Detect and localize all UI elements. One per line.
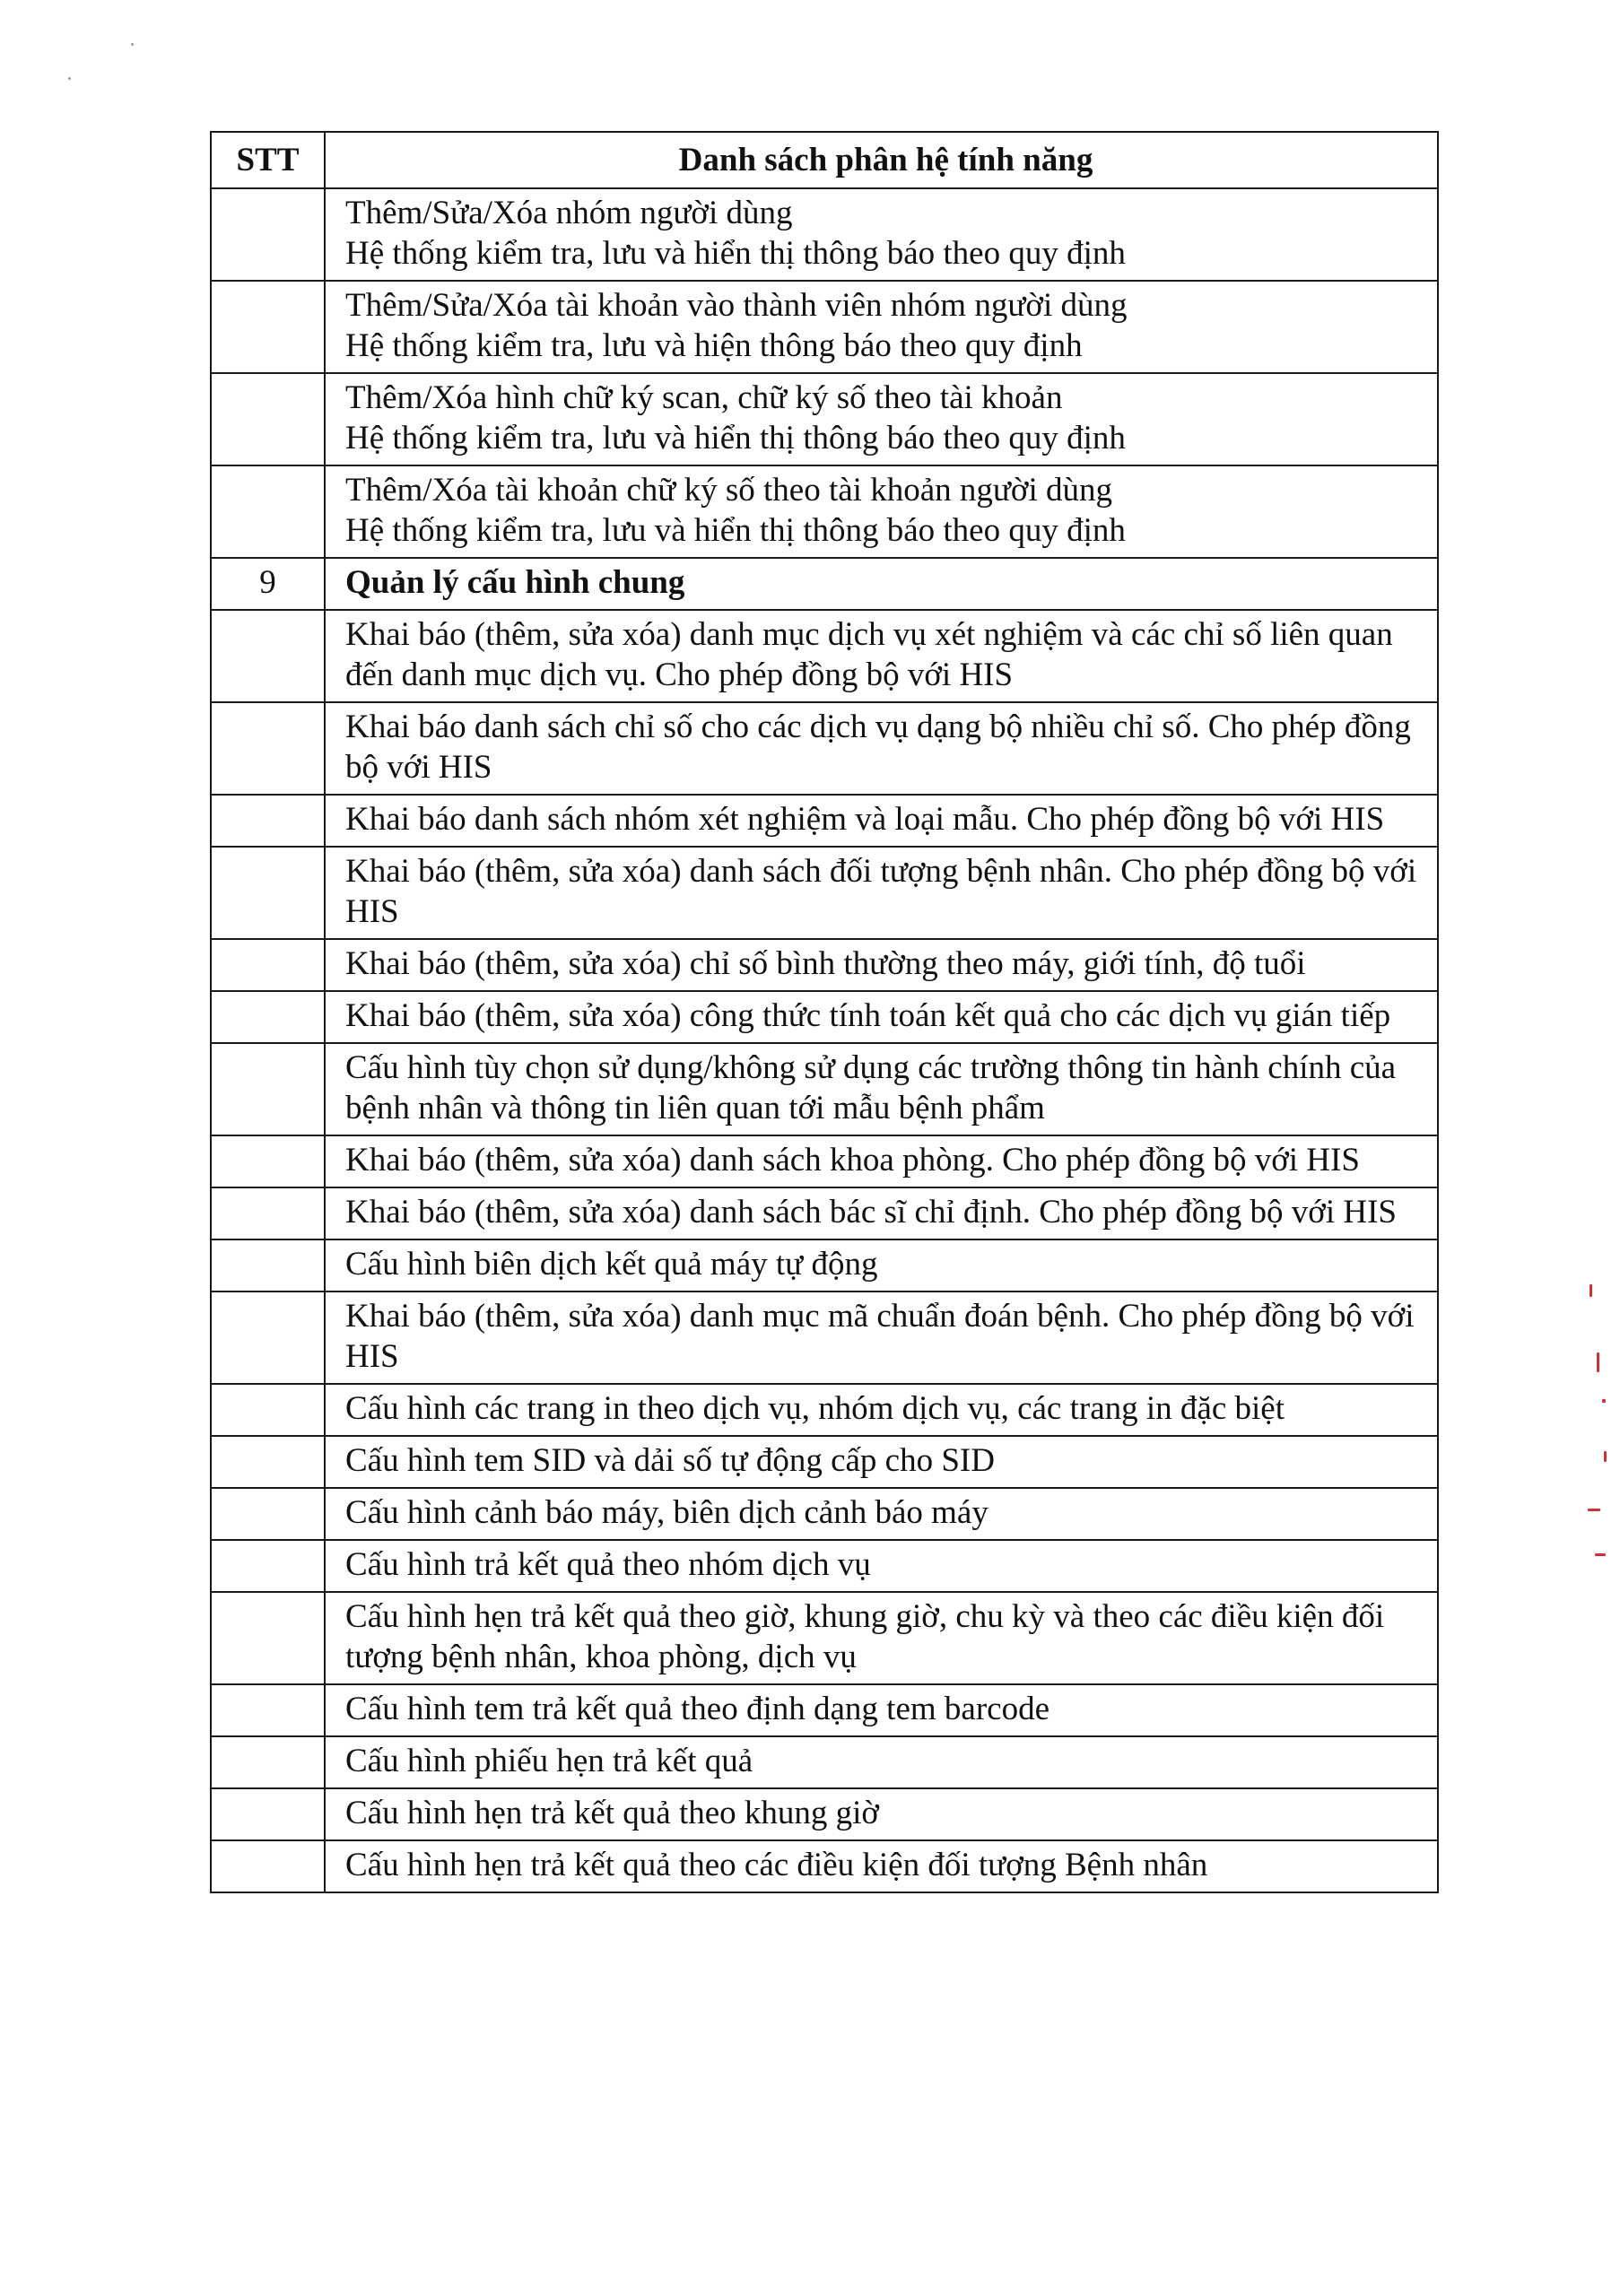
stt-cell bbox=[211, 1736, 325, 1788]
stamp-mark bbox=[1588, 1509, 1600, 1511]
table-row bbox=[211, 939, 1438, 991]
section-title: Quản lý cấu hình chung bbox=[345, 564, 685, 601]
stt-cell bbox=[211, 1436, 325, 1488]
stamp-mark bbox=[1595, 1553, 1606, 1556]
stt-cell bbox=[211, 373, 325, 465]
stt-cell bbox=[211, 465, 325, 558]
feature-cell bbox=[325, 1239, 1438, 1292]
feature-cell bbox=[325, 1187, 1438, 1239]
table-row bbox=[211, 465, 1438, 558]
table-row bbox=[211, 1292, 1438, 1384]
feature-cell bbox=[325, 373, 1438, 465]
feature-text: Khai báo (thêm, sửa xóa) danh sách khoa phòng. Cho phép đồng bộ với HIS bbox=[345, 1142, 1360, 1178]
table-row bbox=[211, 1592, 1438, 1684]
feature-text: Hệ thống kiểm tra, lưu và hiện thông báo theo quy định bbox=[345, 327, 1083, 364]
feature-cell bbox=[325, 1436, 1438, 1488]
feature-cell bbox=[325, 847, 1438, 939]
stamp-mark bbox=[1604, 1451, 1607, 1462]
feature-cell bbox=[325, 1488, 1438, 1540]
stt-cell bbox=[211, 1043, 325, 1135]
feature-text: Cấu hình tùy chọn sử dụng/không sử dụng các trường thông tin hành chính của bệnh nhân và thông tin liên quan tới mẫu bệnh phẩm bbox=[345, 1049, 1397, 1126]
feature-cell bbox=[325, 188, 1438, 281]
table-row bbox=[211, 1187, 1438, 1239]
stt-cell bbox=[211, 188, 325, 281]
stt-cell bbox=[211, 1187, 325, 1239]
feature-cell bbox=[325, 795, 1438, 847]
feature-cell bbox=[325, 1592, 1438, 1684]
table-row bbox=[211, 1540, 1438, 1592]
feature-text: Khai báo (thêm, sửa xóa) danh mục mã chuẩn đoán bệnh. Cho phép đồng bộ với HIS bbox=[345, 1298, 1415, 1375]
feature-cell bbox=[325, 558, 1438, 610]
table-row bbox=[211, 1043, 1438, 1135]
table-row bbox=[211, 610, 1438, 702]
stt-cell bbox=[211, 795, 325, 847]
table-row bbox=[211, 1736, 1438, 1788]
feature-cell bbox=[325, 610, 1438, 702]
feature-text: Cấu hình phiếu hẹn trả kết quả bbox=[345, 1743, 753, 1779]
table-row bbox=[211, 1436, 1438, 1488]
stt-cell bbox=[211, 1239, 325, 1292]
table-row bbox=[211, 558, 1438, 610]
feature-cell bbox=[325, 1540, 1438, 1592]
scan-speck bbox=[68, 77, 71, 80]
stamp-mark bbox=[1590, 1284, 1592, 1297]
stt-cell bbox=[211, 1788, 325, 1840]
stt-cell bbox=[211, 1488, 325, 1540]
feature-cell bbox=[325, 1043, 1438, 1135]
table-row bbox=[211, 1840, 1438, 1892]
stt-cell bbox=[211, 1540, 325, 1592]
feature-text: Khai báo danh sách chỉ số cho các dịch vụ dạng bộ nhiều chỉ số. Cho phép đồng bộ với HIS bbox=[345, 709, 1411, 786]
feature-text: Khai báo (thêm, sửa xóa) danh sách đối tượng bệnh nhân. Cho phép đồng bộ với HIS bbox=[345, 853, 1417, 930]
feature-cell bbox=[325, 939, 1438, 991]
stamp-mark bbox=[1602, 1399, 1606, 1403]
table-body bbox=[211, 188, 1438, 1892]
feature-text: Cấu hình tem trả kết quả theo định dạng tem barcode bbox=[345, 1691, 1050, 1727]
stt-cell bbox=[211, 1840, 325, 1892]
table-row bbox=[211, 991, 1438, 1043]
feature-cell bbox=[325, 465, 1438, 558]
stt-cell bbox=[211, 281, 325, 373]
feature-cell bbox=[325, 1736, 1438, 1788]
header-features: Danh sách phân hệ tính năng bbox=[325, 132, 1438, 188]
stt-cell bbox=[211, 1592, 325, 1684]
table-row bbox=[211, 1384, 1438, 1436]
feature-text: Hệ thống kiểm tra, lưu và hiển thị thông báo theo quy định bbox=[345, 420, 1126, 457]
stt-cell: 9 bbox=[211, 558, 325, 610]
feature-text: Khai báo (thêm, sửa xóa) danh mục dịch vụ xét nghiệm và các chỉ số liên quan đến danh mục dịch vụ. Cho phép đồng bộ với HIS bbox=[345, 616, 1393, 693]
feature-text: Thêm/Sửa/Xóa tài khoản vào thành viên nhóm người dùng bbox=[345, 287, 1128, 324]
feature-text: Cấu hình biên dịch kết quả máy tự động bbox=[345, 1246, 878, 1283]
feature-text: Cấu hình hẹn trả kết quả theo giờ, khung giờ, chu kỳ và theo các điều kiện đối tượng bệnh nhân, khoa phòng, dịch vụ bbox=[345, 1598, 1385, 1675]
feature-cell bbox=[325, 702, 1438, 795]
feature-cell bbox=[325, 1840, 1438, 1892]
feature-cell bbox=[325, 1384, 1438, 1436]
table-row bbox=[211, 1684, 1438, 1736]
stt-cell bbox=[211, 847, 325, 939]
feature-text: Hệ thống kiểm tra, lưu và hiển thị thông báo theo quy định bbox=[345, 512, 1126, 549]
stt-cell bbox=[211, 702, 325, 795]
table-row bbox=[211, 281, 1438, 373]
stamp-mark bbox=[1597, 1352, 1599, 1372]
feature-text: Khai báo (thêm, sửa xóa) chỉ số bình thường theo máy, giới tính, độ tuổi bbox=[345, 945, 1306, 982]
feature-text: Khai báo danh sách nhóm xét nghiệm và loại mẫu. Cho phép đồng bộ với HIS bbox=[345, 801, 1385, 838]
table-row bbox=[211, 702, 1438, 795]
feature-text: Thêm/Xóa tài khoản chữ ký số theo tài khoản người dùng bbox=[345, 472, 1113, 509]
stt-cell bbox=[211, 1384, 325, 1436]
table-row bbox=[211, 1488, 1438, 1540]
feature-cell bbox=[325, 1292, 1438, 1384]
feature-text: Khai báo (thêm, sửa xóa) công thức tính toán kết quả cho các dịch vụ gián tiếp bbox=[345, 997, 1391, 1034]
table-row bbox=[211, 188, 1438, 281]
table-row bbox=[211, 373, 1438, 465]
feature-cell bbox=[325, 1135, 1438, 1187]
feature-text: Thêm/Xóa hình chữ ký scan, chữ ký số theo tài khoản bbox=[345, 379, 1063, 416]
feature-text: Cấu hình tem SID và dải số tự động cấp cho SID bbox=[345, 1442, 995, 1479]
feature-text: Thêm/Sửa/Xóa nhóm người dùng bbox=[345, 195, 793, 231]
feature-text: Khai báo (thêm, sửa xóa) danh sách bác sĩ chỉ định. Cho phép đồng bộ với HIS bbox=[345, 1194, 1398, 1231]
feature-text: Cấu hình trả kết quả theo nhóm dịch vụ bbox=[345, 1546, 871, 1583]
stt-cell bbox=[211, 991, 325, 1043]
scan-speck bbox=[131, 43, 134, 46]
table-row bbox=[211, 847, 1438, 939]
feature-cell bbox=[325, 1684, 1438, 1736]
table-row bbox=[211, 1239, 1438, 1292]
stt-cell bbox=[211, 610, 325, 702]
table-header-row bbox=[211, 132, 1438, 188]
feature-cell bbox=[325, 991, 1438, 1043]
feature-cell bbox=[325, 1788, 1438, 1840]
feature-cell bbox=[325, 281, 1438, 373]
table-row bbox=[211, 1788, 1438, 1840]
table-row bbox=[211, 795, 1438, 847]
feature-text: Cấu hình hẹn trả kết quả theo các điều kiện đối tượng Bệnh nhân bbox=[345, 1847, 1208, 1883]
feature-text: Hệ thống kiểm tra, lưu và hiển thị thông báo theo quy định bbox=[345, 235, 1126, 272]
feature-text: Cấu hình các trang in theo dịch vụ, nhóm dịch vụ, các trang in đặc biệt bbox=[345, 1390, 1285, 1427]
stt-cell bbox=[211, 939, 325, 991]
feature-text: Cấu hình hẹn trả kết quả theo khung giờ bbox=[345, 1795, 879, 1831]
header-stt: STT bbox=[211, 132, 325, 188]
stt-cell bbox=[211, 1135, 325, 1187]
feature-text: Cấu hình cảnh báo máy, biên dịch cảnh báo máy bbox=[345, 1494, 989, 1531]
stt-cell bbox=[211, 1292, 325, 1384]
feature-table bbox=[210, 131, 1439, 1893]
table-row bbox=[211, 1135, 1438, 1187]
stt-cell bbox=[211, 1684, 325, 1736]
